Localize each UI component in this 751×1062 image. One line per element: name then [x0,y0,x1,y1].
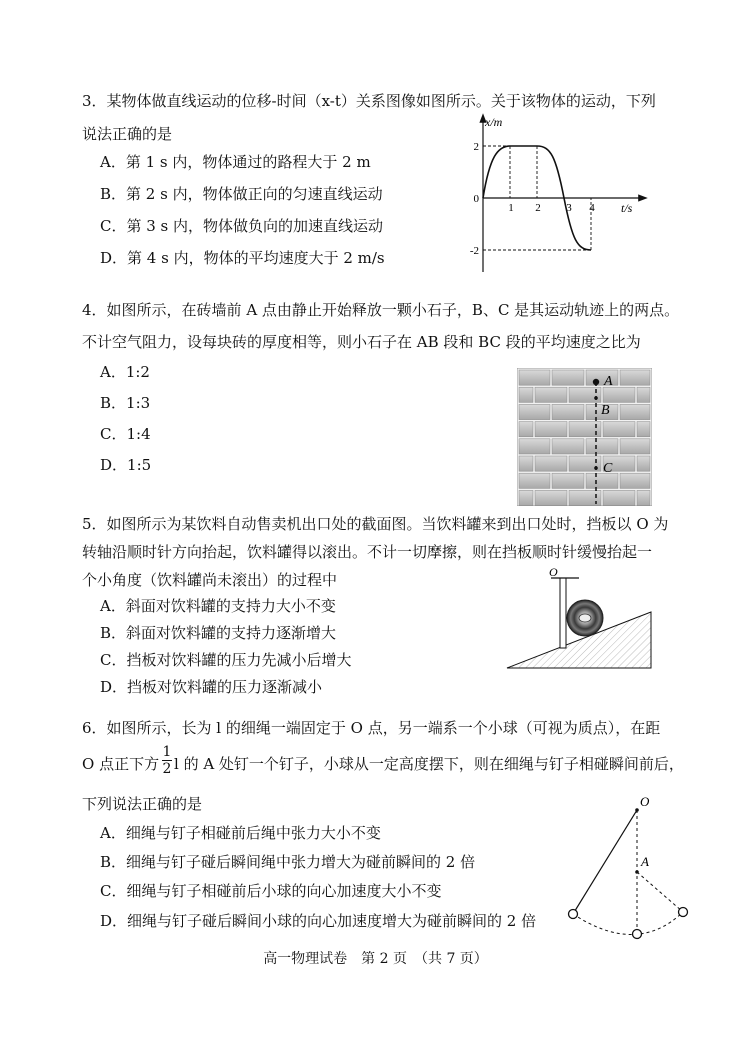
x-tick-label: 3 [566,202,572,214]
brick [552,370,584,385]
brick [637,490,650,505]
q6-option-a: A．细绳与钉子相碰前后绳中张力大小不变 [100,824,381,842]
ball-left [569,910,578,919]
q3-stem-line1: 3．某物体做直线运动的位移-时间（x-t）关系图像如图所示。关于该物体的运动，下列 [82,92,656,110]
q6-stem-line2a: O 点正下方 [82,755,160,773]
brick [603,387,635,402]
brick [519,490,533,505]
brick [637,422,650,437]
q3-option-d: D．第 4 s 内，物体的平均速度大于 2 m/s [100,249,385,267]
q5-stem-line3: 个小角度（饮料罐尚未滚出）的过程中 [82,571,338,589]
string-after [637,872,683,912]
pivot-o-label: O [549,568,558,579]
brick [620,473,650,488]
q5-option-b: B．斜面对饮料罐的支持力逐渐增大 [100,624,337,642]
q6-frac-numerator: 1 [162,744,172,760]
x-axis-label: t/s [621,201,633,215]
q5-option-a: A．斜面对饮料罐的支持力大小不变 [100,597,336,615]
point-a-dot [593,379,599,385]
point-a-label: A [604,374,613,389]
brick [552,439,584,454]
brick [586,439,618,454]
q6-option-b: B．细绳与钉子碰后瞬间绳中张力增大为碰前瞬间的 2 倍 [100,853,476,871]
q3-option-a: A．第 1 s 内，物体通过的路程大于 2 m [100,153,371,171]
brick [603,422,635,437]
x-tick-label: 1 [508,202,514,214]
brick [519,439,550,454]
vending-exit-figure [505,568,653,672]
q4-option-a: A．1:2 [100,363,150,381]
q3-stem-line2: 说法正确的是 [82,125,173,143]
y-tick-label: 0 [473,193,479,205]
brick [552,404,584,419]
q5-stem-line1: 5．如图所示为某饮料自动售卖机出口处的截面图。当饮料罐来到出口处时，挡板以 O 为 [82,515,669,533]
point-a-label: A [641,854,649,869]
q5-option-c: C．挡板对饮料罐的压力先减小后增大 [100,651,352,669]
point-b-label: B [601,403,610,418]
string-before [573,810,637,914]
page-footer: 高一物理试卷 第 2 页 （共 7 页） [263,951,488,967]
q6-option-c: C．细绳与钉子相碰前后小球的向心加速度大小不变 [100,882,442,900]
y-tick-label: 2 [473,141,479,153]
ball-right [679,908,688,917]
q6-stem-line3: 下列说法正确的是 [82,795,203,813]
point-c-dot [594,466,598,470]
q5-stem-line2: 转轴沿顺时针方向抬起，饮料罐得以滚出。不计一切摩擦，则在挡板顺时针缓慢抬起一 [82,543,653,561]
y-tick-label: -2 [469,245,479,257]
x-tick-label: 2 [535,202,541,214]
pendulum-figure [560,790,700,942]
brick [535,456,567,471]
brick [603,490,635,505]
q4-stem-line1: 4．如图所示，在砖墙前 A 点由静止开始释放一颗小石子，B、C 是其运动轨迹上的两点。 [82,301,680,319]
brick-wall-figure [517,368,652,506]
brick [519,422,533,437]
brick [519,456,533,471]
q6-stem-line1: 6．如图所示，长为 l 的细绳一端固定于 O 点，另一端系一个小球（可视为质点），在距 [82,719,661,737]
q4-stem-line2: 不计空气阻力，设每块砖的厚度相等，则小石子在 AB 段和 BC 段的平均速度之比为 [82,333,641,351]
brick [535,422,567,437]
q5-option-d: D．挡板对饮料罐的压力逐渐减小 [100,678,323,696]
y-axis-label: x/m [485,115,503,129]
baffle [560,578,566,648]
point-c-label: C [603,461,613,476]
q3-option-c: C．第 3 s 内，物体做负向的加速直线运动 [100,217,384,235]
swing-arc [573,912,683,935]
q3-option-b: B．第 2 s 内，物体做正向的匀速直线运动 [100,185,383,203]
q6-frac-denominator: 2 [162,761,172,777]
brick [535,387,567,402]
brick [620,439,650,454]
q4-option-b: B．1:3 [100,394,151,412]
brick [519,473,550,488]
q6-fraction [162,744,172,777]
q4-option-c: C．1:4 [100,425,151,443]
brick [637,387,650,402]
brick [552,473,584,488]
brick [637,456,650,471]
brick [519,370,550,385]
brick [620,370,650,385]
x-tick-label: 4 [589,202,595,214]
point-b-dot [594,396,598,400]
q4-option-d: D．1:5 [100,456,152,474]
brick [586,473,618,488]
q6-stem-line2b: l 的 A 处钉一个钉子，小球从一定高度摆下，则在细绳与钉子相碰瞬间前后， [174,755,684,773]
brick [586,370,618,385]
point-o-label: O [640,794,650,809]
q6-option-d: D．细绳与钉子碰后瞬间小球的向心加速度增大为碰前瞬间的 2 倍 [100,912,537,930]
brick [519,404,550,419]
ball-bottom [633,930,642,939]
brick [535,490,567,505]
brick [519,387,533,402]
brick [620,404,650,419]
q3-xt-chart [455,112,655,277]
